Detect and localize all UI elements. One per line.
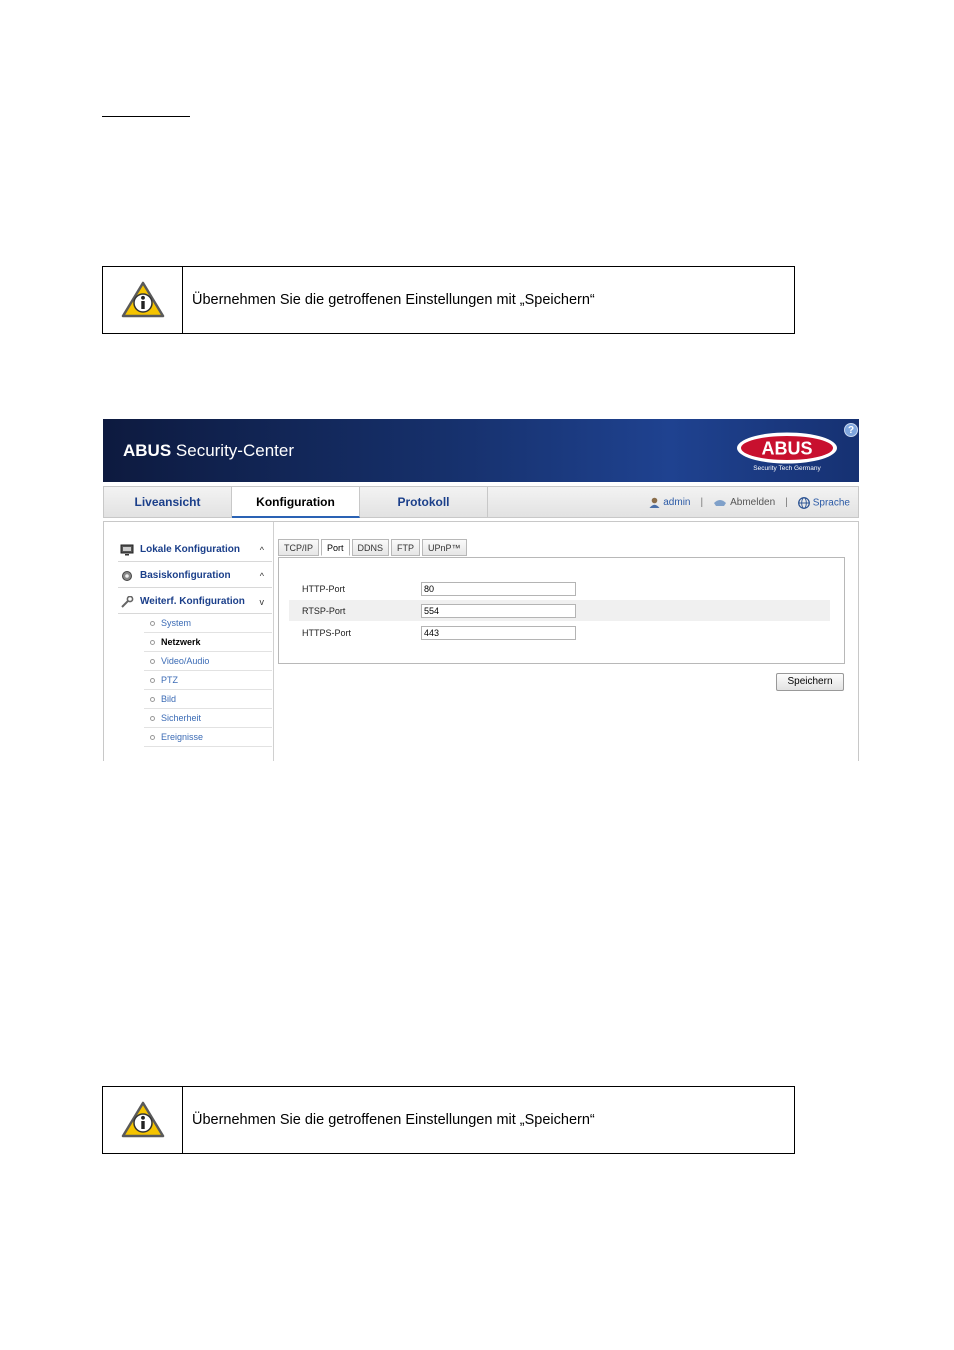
sidebar-item-netzwerk[interactable]: Netzwerk — [144, 633, 272, 652]
heading-underline — [102, 116, 190, 117]
svg-text:ABUS: ABUS — [761, 438, 813, 459]
sidebar-item-bild[interactable]: Bild — [144, 690, 272, 709]
user-icon — [649, 497, 660, 508]
sidebar-item-system[interactable]: System — [144, 614, 272, 633]
https-port-input[interactable]: 443 — [421, 626, 576, 640]
user-menu — [649, 487, 850, 518]
chevron-down-icon: v — [259, 596, 264, 607]
abus-config-screenshot — [103, 419, 859, 761]
separator: | — [785, 497, 788, 508]
port-settings-panel — [278, 557, 845, 664]
rtsp-port-input[interactable]: 554 — [421, 604, 576, 618]
note-icon-cell — [103, 1087, 183, 1153]
bullet-icon — [150, 716, 155, 721]
help-icon[interactable]: ? — [844, 423, 858, 437]
bullet-icon — [150, 640, 155, 645]
sidebar — [104, 522, 274, 761]
note-text: Übernehmen Sie die getroffenen Einstellungen mit „Speichern“ — [192, 292, 595, 308]
network-subtabs — [278, 539, 469, 557]
save-button[interactable]: Speichern — [776, 673, 844, 691]
subtab-port[interactable]: Port — [321, 539, 350, 556]
svg-text:Security Tech Germany: Security Tech Germany — [753, 465, 821, 472]
subtab-ftp[interactable]: FTP — [391, 539, 420, 556]
warning-note — [102, 1086, 795, 1154]
separator: | — [700, 497, 704, 508]
note-text: Übernehmen Sie die getroffenen Einstellungen mit „Speichern“ — [192, 1112, 595, 1128]
warning-note — [102, 266, 795, 334]
logout-link[interactable]: Abmelden — [713, 497, 775, 508]
note-icon-cell — [103, 267, 183, 333]
sidebar-item-ptz[interactable]: PTZ — [144, 671, 272, 690]
language-link[interactable]: Sprache — [798, 497, 850, 509]
main-nav — [103, 486, 859, 518]
gear-icon — [120, 570, 134, 582]
rtsp-port-row — [289, 600, 830, 621]
rtsp-port-label: RTSP-Port — [302, 605, 346, 616]
wrench-icon — [120, 596, 134, 608]
tab-protokoll[interactable]: Protokoll — [360, 487, 488, 518]
monitor-icon — [120, 544, 134, 556]
subtab-tcp-ip[interactable]: TCP/IP — [278, 539, 319, 556]
tab-liveansicht[interactable]: Liveansicht — [104, 487, 232, 518]
globe-icon — [798, 497, 810, 509]
bullet-icon — [150, 678, 155, 683]
app-title: ABUS Security-Center — [123, 441, 294, 460]
http-port-row — [289, 578, 830, 599]
sidebar-item-sicherheit[interactable]: Sicherheit — [144, 709, 272, 728]
subtab-ddns[interactable]: DDNS — [352, 539, 390, 556]
chevron-up-icon: ^ — [259, 544, 264, 555]
sidebar-item-ereignisse[interactable]: Ereignisse — [144, 728, 272, 747]
subtab-upnp[interactable]: UPnP™ — [422, 539, 467, 556]
warning-icon — [121, 281, 165, 319]
http-port-label: HTTP-Port — [302, 583, 346, 594]
chevron-up-icon: ^ — [259, 570, 264, 581]
app-banner — [103, 419, 859, 482]
content-area — [103, 521, 859, 761]
bullet-icon — [150, 621, 155, 626]
sidebar-section-weiterf-konfiguration[interactable]: Weiterf. Konfiguration v — [118, 590, 272, 614]
abus-logo — [735, 431, 839, 473]
sidebar-section-lokale-konfiguration[interactable]: Lokale Konfiguration ^ — [118, 538, 272, 562]
logout-icon — [713, 498, 727, 507]
https-port-label: HTTPS-Port — [302, 627, 352, 638]
bullet-icon — [150, 735, 155, 740]
bullet-icon — [150, 697, 155, 702]
https-port-row — [289, 622, 830, 643]
sidebar-item-video-audio[interactable]: Video/Audio — [144, 652, 272, 671]
sidebar-section-basiskonfiguration[interactable]: Basiskonfiguration ^ — [118, 564, 272, 588]
tab-konfiguration[interactable]: Konfiguration — [232, 487, 360, 518]
bullet-icon — [150, 659, 155, 664]
user-link[interactable]: admin — [649, 497, 690, 508]
warning-icon — [121, 1101, 165, 1139]
http-port-input[interactable]: 80 — [421, 582, 576, 596]
